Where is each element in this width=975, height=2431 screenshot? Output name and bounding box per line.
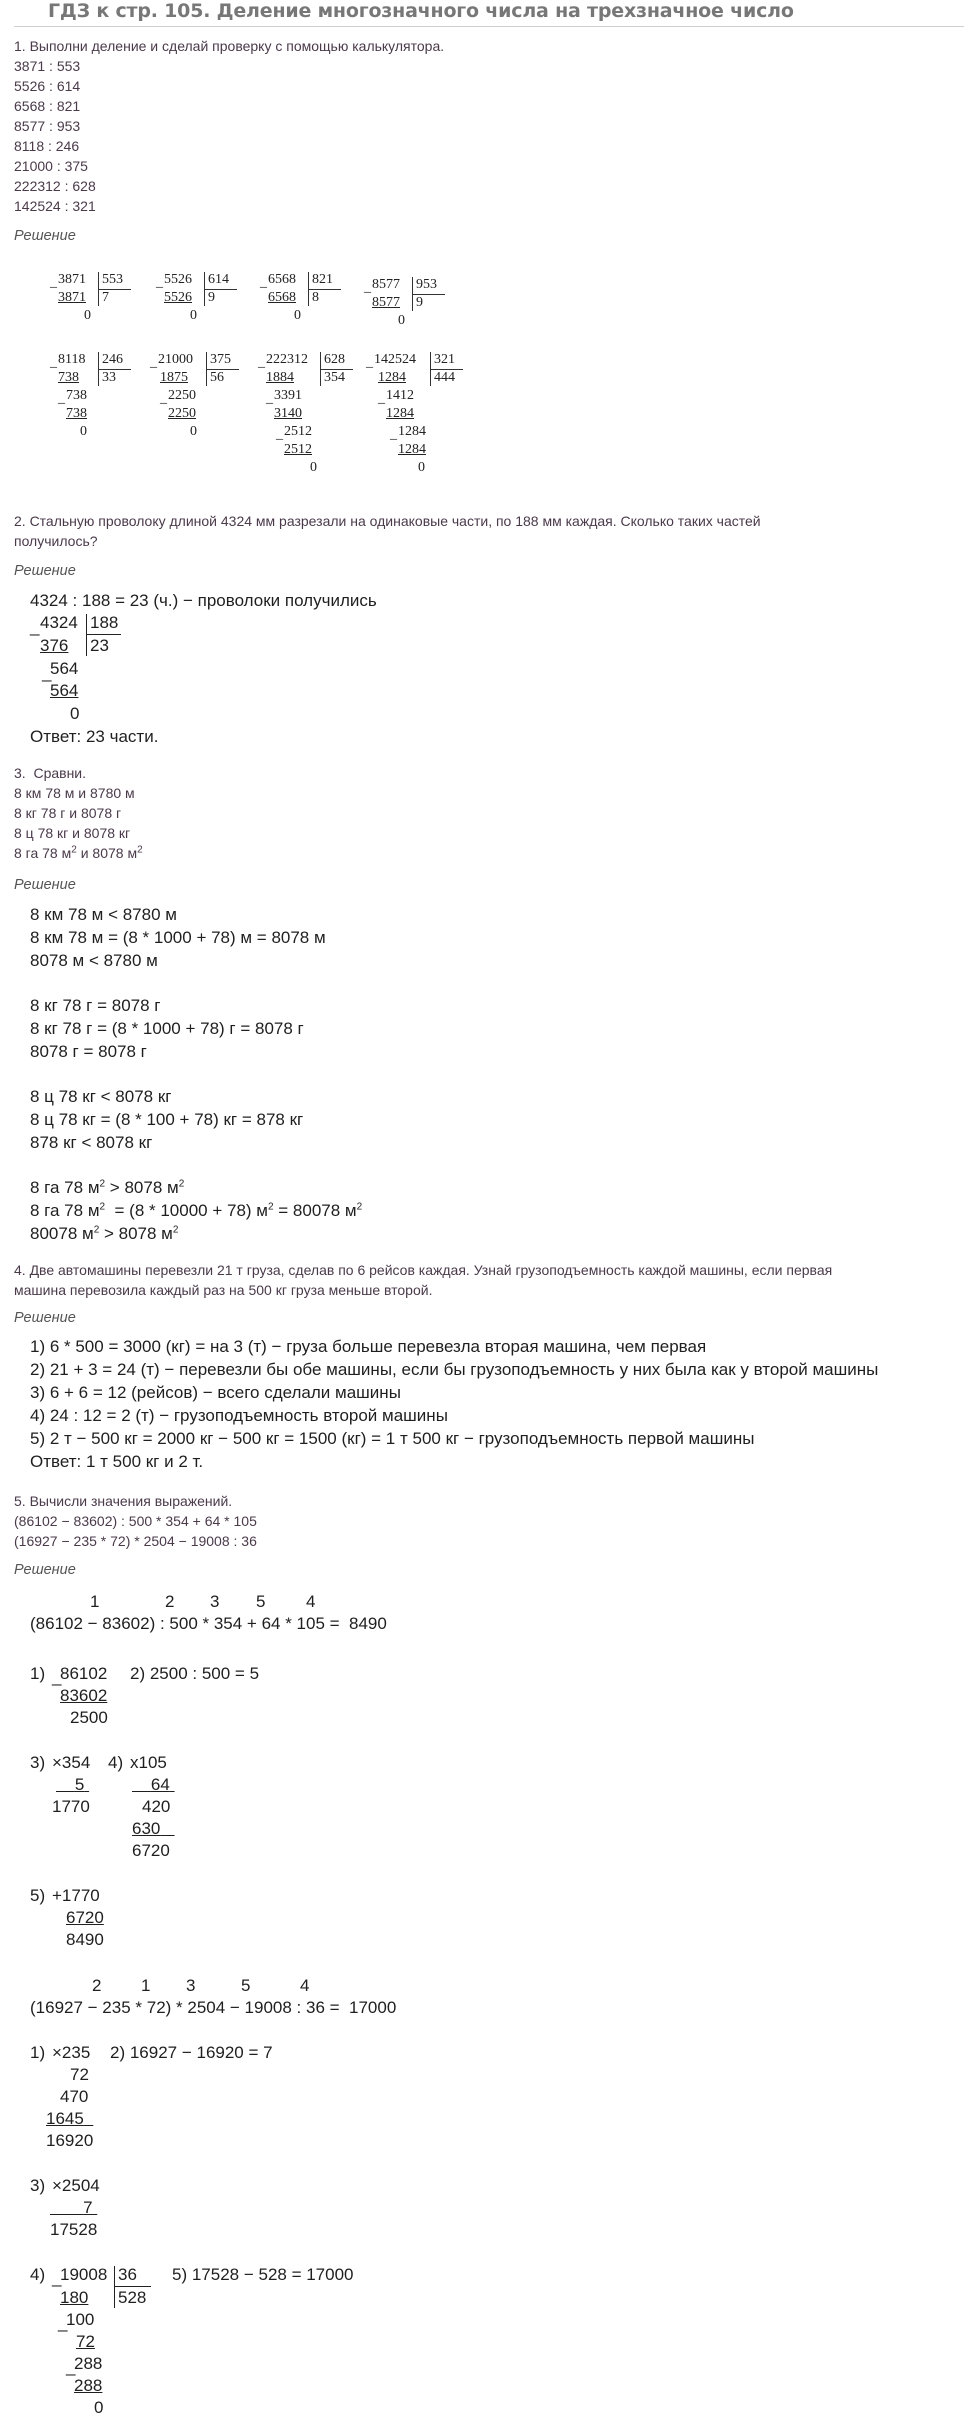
expr1-step2: 2) 2500 : 500 = 5 bbox=[130, 1664, 260, 1683]
solution-label: Решение bbox=[14, 877, 76, 893]
task3-line: 8 ц 78 кг и 8078 кг bbox=[14, 825, 131, 841]
task5-line: (16927 − 235 * 72) * 2504 − 19008 : 36 bbox=[14, 1533, 257, 1549]
task5-line: (86102 − 83602) : 500 * 354 + 64 * 105 bbox=[14, 1513, 257, 1529]
solution-label: Решение bbox=[14, 1310, 76, 1326]
task1-line: 6568 : 821 bbox=[14, 98, 81, 114]
solution-label: Решение bbox=[14, 563, 76, 579]
title-divider bbox=[14, 26, 964, 27]
task3-comparison: 8 ц 78 кг < 8078 кг bbox=[30, 1087, 172, 1106]
page: ГДЗ к стр. 105. Деление многозначного числа на трехзначное число 1. Выполни деление и сделай проверку с помощью калькулятора. 3871 : 553 5526 : 614 6568 : 821 8577 : 953 8118 : 246 21000 : 375 222312 : 628 142524 : 321 Решение _ 3871 553 7 3871 0 _ 5526 614 9 5526 0 _ 6568 821 8 6568 0 _ 8577 953 9 8577 0 _ 8118 246 33 738 _ 738 738 0 _ 21000 375 56 1875 _ 2250 2250 0 _ 222312 628 354 1884 _ 3391 3140 _ 2512 2512 0 _ 142524 321 444 1284 _ 1412 1284 _ 1284 1284 0 2. Стальную проволоку длиной 4324 мм разрезали на одинаковые части, по 188 мм каждая. Сколько таких частей получилось? Решение 4324 : 188 = 23 (ч.) − проволоки получились _ 4324 188 23 376 _ 564 564 0 Ответ: 23 части. 3. Сравни. 8 км 78 м и 8780 м 8 кг 78 г и 8078 г 8 ц 78 кг и 8078 кг 8 га 78 $м^2$ и 8078 $м^2$ Решение 8 км 78 м < 8780 м 8 км 78 м = (8 * 1000 + 78) м = 8078 м 8078 м < 8780 м 8 кг 78 г = 8078 г 8 кг 78 г = (8 * 1000 + 78) г = 8078 г 8078 г = 8078 г 8 ц 78 кг < 8078 кг 8 ц 78 кг = (8 * 100 + 78) кг = 878 кг 878 кг < 8078 кг 8 га 78 $м^2 > 8078$ $м^2$ 8 га 78 $м^2 = (8 * 10000 + 78) м^2 = 80078$ $м^2$ 80078 $м^2 > 8078$ $м^2$ 4. Две автомашины перевезли 21 т груза, сделав по 6 рейсов каждая. Узнай грузоподъемность каждой машины, если первая машина перевозила каждый раз на 500 кг груза меньше второй. Решение 1) 6 * 500 = 3000 (кг) = на 3 (т) − груза больше перевезла вторая машина, чем первая 2) 21 + 3 = 24 (т) − перевезли бы обе машины, если бы грузоподъемность у них была как у второй машины 3) 6 + 6 = 12 (рейсов) − всего сделали машины 4) 24 : 12 = 2 (т) − грузоподъемность второй машины 5) 2 т − 500 кг = 2000 кг − 500 кг = 1500 (кг) = 1 т 500 кг − грузоподъемность первой машины Ответ: 1 т 500 кг и 2 т. 5. Вычисли значения выражений. (86102 − 83602) : 500 * 354 + 64 * 105 (16927 − 235 * 72) * 2504 − 19008 : 36 Решение 1 2 3 5 4 (86102 − 83602) : 500 * 354 + 64 * 105 = 8490 1) _ 86102 83602 2500 2) 2500 : 500 = 5 3) ×354 5 1770 4) x105 64 420 630 6720 5) +1770 6720 8490 2 1 3 5 4 (16927 − 235 * 72) * 2504 − 19008 : 36 = 17000 1) ×235 72 470 1645 16920 2) 16927 − 16920 = 7 3) ×2504 7 17528 4) _ 19008 36 528 180 _ 100 72 _ 288 288 0 5) 17528 − 528 = 17000 bbox=[0, 0, 975, 2431]
task3-comparison: 8 га 78 $м^2 > 8078$ $м^2$ bbox=[30, 1178, 185, 1197]
task3-comparison: 8078 м < 8780 м bbox=[30, 951, 158, 970]
task4-step: 3) 6 + 6 = 12 (рейсов) − всего сделали машины bbox=[30, 1383, 401, 1402]
task4-answer: Ответ: 1 т 500 кг и 2 т. bbox=[30, 1452, 204, 1471]
task2-title: 2. Стальную проволоку длиной 4324 мм разрезали на одинаковые части, по 188 мм каждая. Сколько таких частей bbox=[14, 513, 761, 529]
task3-title: 3. Сравни. bbox=[14, 765, 87, 781]
task1-line: 8118 : 246 bbox=[14, 138, 80, 154]
task4-step: 2) 21 + 3 = 24 (т) − перевезли бы обе машины, если бы грузоподъемность у них была как у второй машины bbox=[30, 1360, 879, 1379]
task3-comparison: 8 кг 78 г = 8078 г bbox=[30, 996, 161, 1015]
expr2-expression: (16927 − 235 * 72) * 2504 − 19008 : 36 = 17000 bbox=[30, 1998, 397, 2017]
task4-step: 1) 6 * 500 = 3000 (кг) = на 3 (т) − груза больше перевезла вторая машина, чем первая bbox=[30, 1337, 707, 1356]
task3-comparison: 8 га 78 $м^2 = (8 * 10000 + 78) м^2 = 80078$ $м^2$ bbox=[30, 1201, 363, 1220]
task1-line: 8577 : 953 bbox=[14, 118, 81, 134]
task3-comparison: 8 ц 78 кг = (8 * 100 + 78) кг = 878 кг bbox=[30, 1110, 304, 1129]
task3-comparison: 8 кг 78 г = (8 * 1000 + 78) г = 8078 г bbox=[30, 1019, 304, 1038]
task1-title: 1. Выполни деление и сделай проверку с помощью калькулятора. bbox=[14, 38, 445, 54]
task4-step: 4) 24 : 12 = 2 (т) − грузоподъемность второй машины bbox=[30, 1406, 448, 1425]
task3-line: 8 кг 78 г и 8078 г bbox=[14, 805, 122, 821]
task3-comparison: 8078 г = 8078 г bbox=[30, 1042, 147, 1061]
solution-label: Решение bbox=[14, 228, 76, 244]
task4-title-cont: машина перевозила каждый раз на 500 кг груза меньше второй. bbox=[14, 1282, 433, 1298]
task2-title-cont: получилось? bbox=[14, 533, 98, 549]
expr2-step5: 5) 17528 − 528 = 17000 bbox=[172, 2265, 354, 2284]
task4-step: 5) 2 т − 500 кг = 2000 кг − 500 кг = 1500 (кг) = 1 т 500 кг − грузоподъемность первой машины bbox=[30, 1429, 755, 1448]
task2-equation: 4324 : 188 = 23 (ч.) − проволоки получились bbox=[30, 591, 377, 610]
task3-comparison: 8 км 78 м < 8780 м bbox=[30, 905, 177, 924]
task2-answer: Ответ: 23 части. bbox=[30, 727, 159, 746]
task3-line: 8 га 78 $м^2$ и 8078 $м^2$ bbox=[14, 844, 143, 861]
task4-title: 4. Две автомашины перевезли 21 т груза, сделав по 6 рейсов каждая. Узнай грузоподъемность каждой машины, если первая bbox=[14, 1262, 833, 1278]
expr2-step2: 2) 16927 − 16920 = 7 bbox=[110, 2043, 273, 2062]
task3-comparison: 8 км 78 м = (8 * 1000 + 78) м = 8078 м bbox=[30, 928, 326, 947]
expr1-expression: (86102 − 83602) : 500 * 354 + 64 * 105 = 8490 bbox=[30, 1614, 387, 1633]
task5-title: 5. Вычисли значения выражений. bbox=[14, 1493, 233, 1509]
task1-line: 3871 : 553 bbox=[14, 58, 81, 74]
task3-comparison: 80078 $м^2 > 8078$ $м^2$ bbox=[30, 1224, 179, 1243]
task1-line: 222312 : 628 bbox=[14, 178, 96, 194]
page-title: ГДЗ к стр. 105. Деление многозначного числа на трехзначное число bbox=[48, 0, 794, 22]
task1-line: 5526 : 614 bbox=[14, 78, 81, 94]
task3-comparison: 878 кг < 8078 кг bbox=[30, 1133, 153, 1152]
task1-line: 21000 : 375 bbox=[14, 158, 88, 174]
solution-label: Решение bbox=[14, 1562, 76, 1578]
task1-line: 142524 : 321 bbox=[14, 198, 96, 214]
task3-line: 8 км 78 м и 8780 м bbox=[14, 785, 135, 801]
